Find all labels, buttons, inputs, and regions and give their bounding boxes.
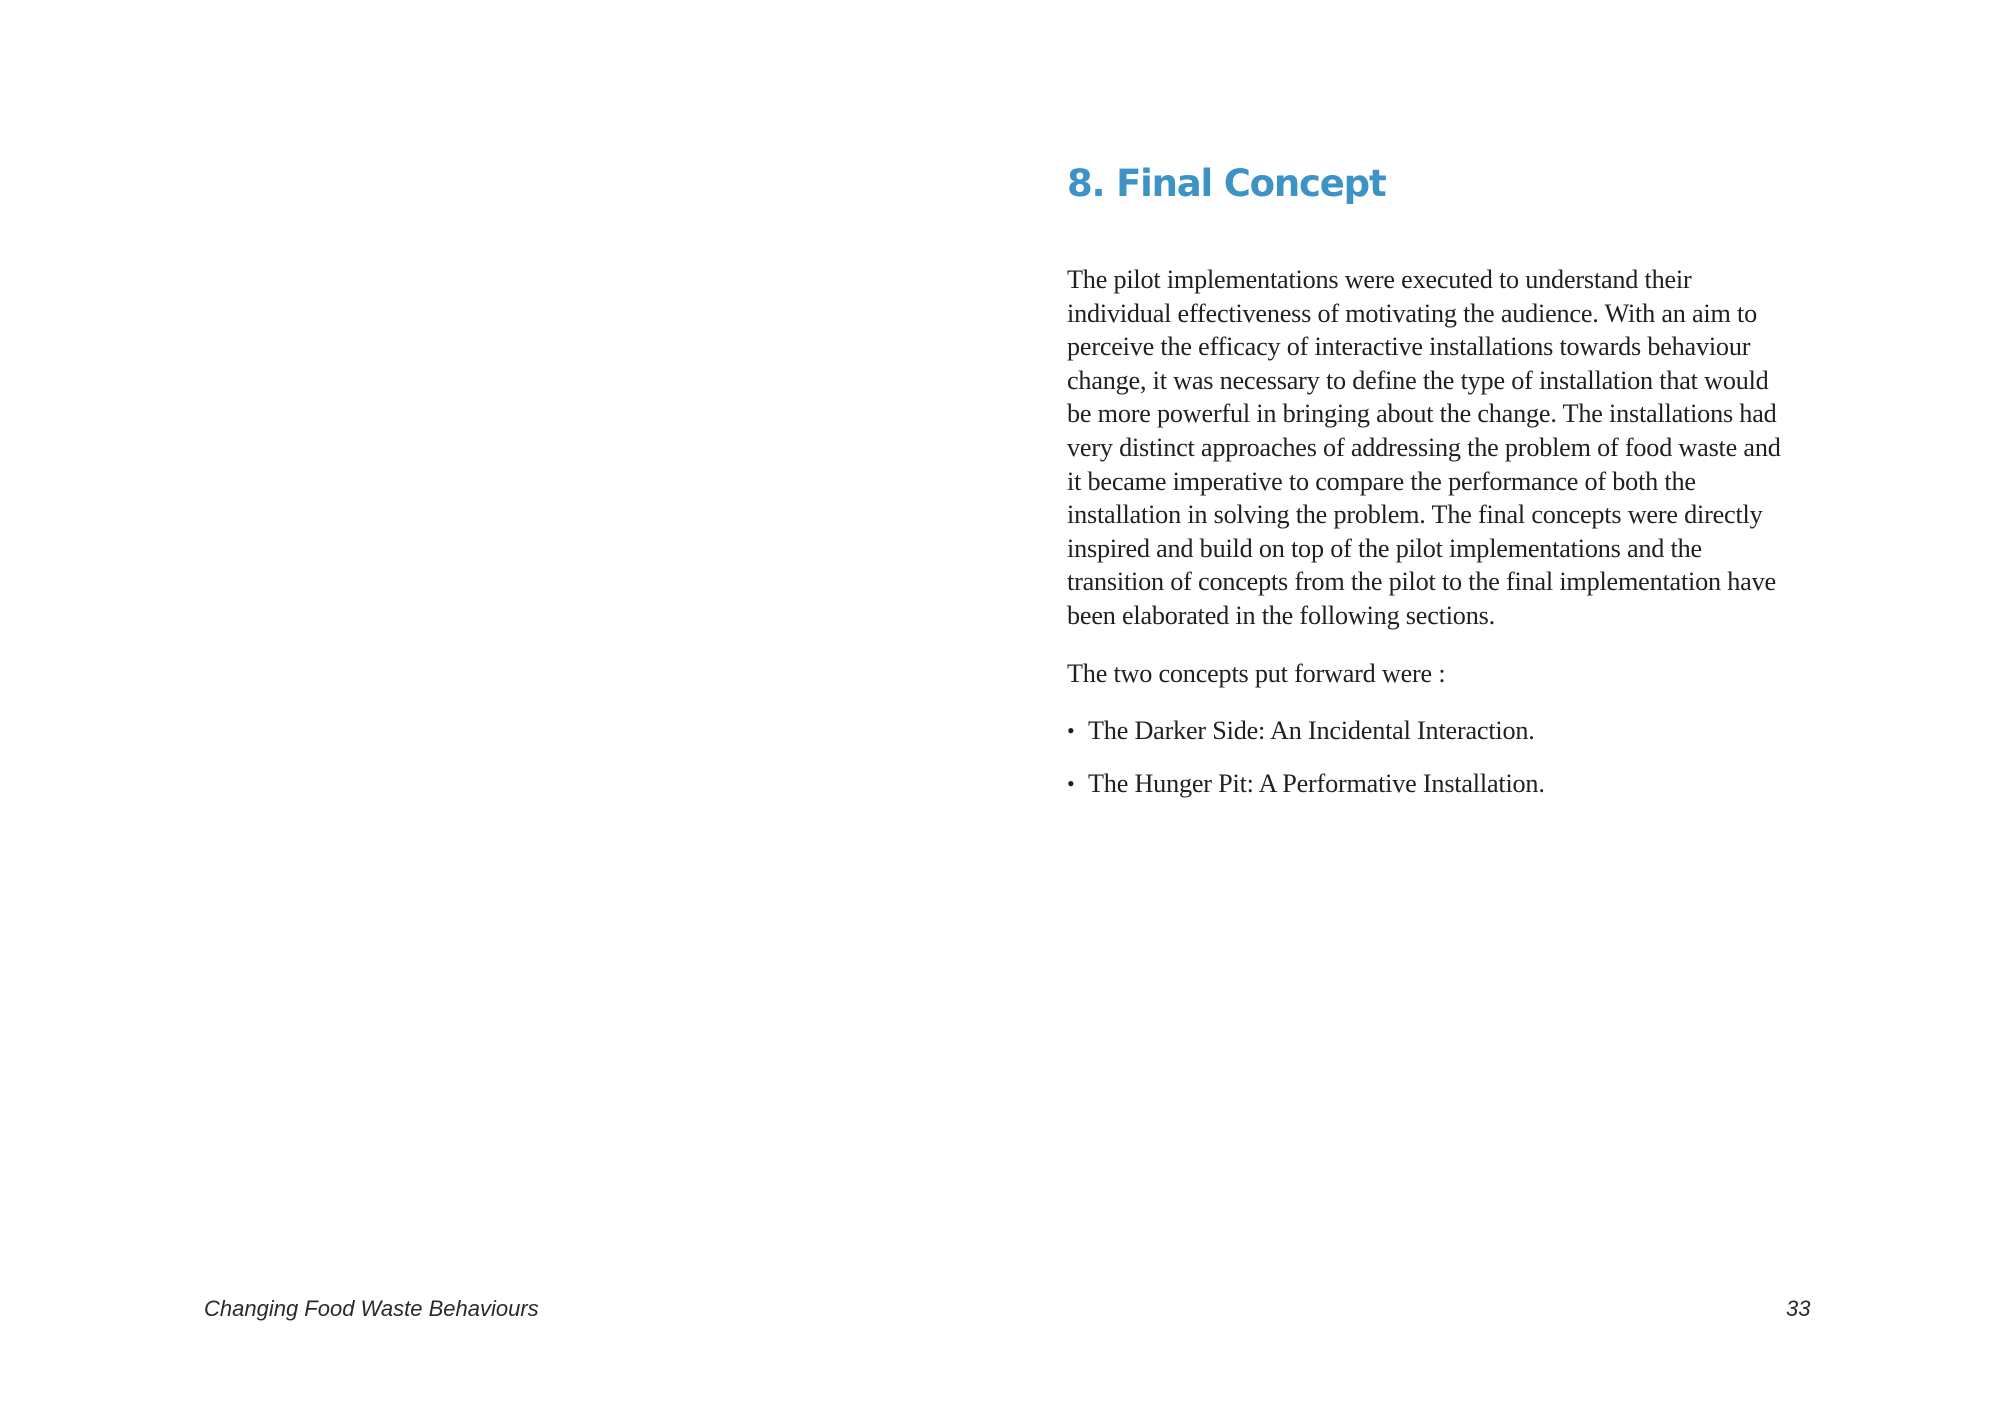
body-column xyxy=(1067,263,1817,819)
paragraph-line: it became imperative to compare the performance of both the xyxy=(1067,466,1696,496)
concept-label: The Darker Side: An Incidental Interaction. xyxy=(1088,716,1535,746)
concepts-list xyxy=(1067,714,1817,800)
section-heading: 8. Final Concept xyxy=(1067,162,1386,205)
bullet-icon: • xyxy=(1067,770,1075,796)
paragraph-line: The pilot implementations were executed to understand their xyxy=(1067,265,1692,294)
paragraph-line: transition of concepts from the pilot to the final implementation have xyxy=(1067,567,1776,597)
paragraph-line: perceive the efficacy of interactive installations towards behaviour xyxy=(1067,332,1751,362)
running-footer-title: Changing Food Waste Behaviours xyxy=(204,1296,539,1321)
paragraph-line: installation in solving the problem. The final concepts were directly xyxy=(1067,500,1763,530)
intro-paragraph xyxy=(1067,263,1817,633)
paragraph-line: change, it was necessary to define the type of installation that would xyxy=(1067,365,1769,395)
page-number: 33 xyxy=(1786,1296,1811,1321)
paragraph-line: very distinct approaches of addressing the problem of food waste and xyxy=(1067,432,1781,462)
paragraph-line: been elaborated in the following sections. xyxy=(1067,600,1495,630)
concept-list-item xyxy=(1067,767,1817,801)
bullet-icon: • xyxy=(1067,718,1075,744)
concept-list-item xyxy=(1067,714,1817,748)
paragraph-line: individual effectiveness of motivating the audience. With an aim to xyxy=(1067,298,1757,328)
paragraph-line: be more powerful in bringing about the change. The installations had xyxy=(1067,399,1777,429)
paragraph-line: inspired and build on top of the pilot implementations and the xyxy=(1067,533,1702,563)
concept-label: The Hunger Pit: A Performative Installation. xyxy=(1088,768,1545,798)
concepts-intro: The two concepts put forward were : xyxy=(1067,658,1446,688)
